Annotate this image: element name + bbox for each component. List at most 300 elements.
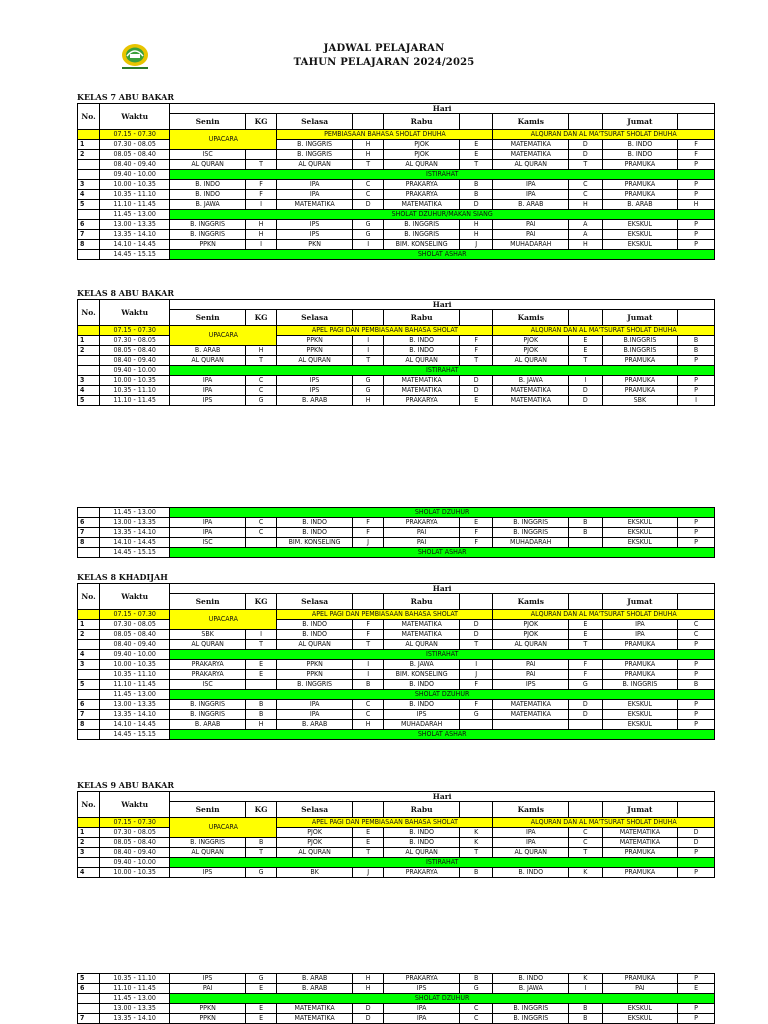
- row-no: [78, 690, 100, 700]
- wednesday-teacher-code: E: [459, 396, 493, 406]
- tuesday-subject: B. INGGRIS: [277, 150, 353, 160]
- friday-teacher-code: P: [678, 1004, 715, 1014]
- thursday-teacher-code: D: [569, 710, 603, 720]
- day-header-row: [78, 114, 715, 130]
- row-time: 14.10 - 14.45: [100, 720, 170, 730]
- opening-thu-fri: ALQURAN DAN AL MA'TSURAT SHOLAT DHUHA: [493, 130, 715, 140]
- row-time: 11.45 - 13.00: [100, 210, 170, 220]
- tuesday-teacher-code: H: [352, 140, 383, 150]
- monday-subject: AL QURAN: [170, 640, 246, 650]
- thursday-subject: IPA: [493, 828, 569, 838]
- friday-subject: B.INGGRIS: [602, 346, 678, 356]
- opening-monday: UPACARA: [170, 326, 277, 346]
- tuesday-subject: AL QURAN: [277, 640, 353, 650]
- wednesday-subject: AL QURAN: [384, 640, 460, 650]
- monday-teacher-code: E: [245, 1004, 276, 1014]
- tuesday-subject: IPA: [277, 190, 353, 200]
- thursday-teacher-code: D: [569, 700, 603, 710]
- header-blank: [459, 114, 493, 130]
- thursday-teacher-code: K: [569, 868, 603, 878]
- row-time: 09.40 - 10.00: [100, 650, 170, 660]
- row-time: 11.45 - 13.00: [100, 994, 170, 1004]
- monday-subject: PRAKARYA: [170, 660, 246, 670]
- friday-subject: EKSKUL: [602, 538, 678, 548]
- lesson-row: [78, 356, 715, 366]
- tuesday-teacher-code: H: [352, 984, 383, 994]
- friday-subject: PRAMUKA: [602, 190, 678, 200]
- row-time: 14.45 - 15.15: [100, 250, 170, 260]
- row-time: 11.10 - 11.45: [100, 680, 170, 690]
- wednesday-subject: AL QURAN: [384, 848, 460, 858]
- header-hari: Hari: [170, 104, 715, 114]
- class-schedule: [77, 287, 715, 406]
- monday-subject: IPS: [170, 396, 246, 406]
- thursday-subject: MUHADARAH: [493, 538, 569, 548]
- wednesday-teacher-code: T: [459, 160, 493, 170]
- row-no: 5: [78, 680, 100, 690]
- wednesday-teacher-code: H: [459, 230, 493, 240]
- thursday-teacher-code: C: [569, 180, 603, 190]
- wednesday-teacher-code: B: [459, 974, 493, 984]
- header-kg: KG: [245, 310, 276, 326]
- row-no: 8: [78, 538, 100, 548]
- header-blank: [352, 802, 383, 818]
- lesson-row: [78, 720, 715, 730]
- friday-subject: PRAMUKA: [602, 868, 678, 878]
- thursday-subject: MATEMATIKA: [493, 150, 569, 160]
- lesson-row: [78, 376, 715, 386]
- tuesday-teacher-code: H: [352, 150, 383, 160]
- tuesday-teacher-code: F: [352, 528, 383, 538]
- friday-subject: PRAMUKA: [602, 376, 678, 386]
- wednesday-teacher-code: J: [459, 670, 493, 680]
- wednesday-teacher-code: F: [459, 700, 493, 710]
- thursday-subject: B. INGGRIS: [493, 528, 569, 538]
- friday-teacher-code: P: [678, 640, 715, 650]
- header-kg: KG: [245, 114, 276, 130]
- tuesday-subject: PJOK: [277, 838, 353, 848]
- class-schedule: [77, 779, 715, 878]
- monday-teacher-code: I: [245, 630, 276, 640]
- wednesday-subject: PJOK: [384, 140, 460, 150]
- monday-teacher-code: E: [245, 670, 276, 680]
- row-time: 10.35 - 11.10: [100, 190, 170, 200]
- monday-subject: ISC: [170, 538, 246, 548]
- tuesday-subject: B. INDO: [277, 528, 353, 538]
- friday-teacher-code: P: [678, 700, 715, 710]
- tuesday-teacher-code: E: [352, 828, 383, 838]
- tuesday-teacher-code: I: [352, 240, 383, 250]
- header-no: No.: [78, 300, 100, 326]
- row-no: 3: [78, 376, 100, 386]
- thursday-subject: B. JAWA: [493, 984, 569, 994]
- friday-subject: EKSKUL: [602, 720, 678, 730]
- tuesday-teacher-code: B: [352, 680, 383, 690]
- thursday-subject: MATEMATIKA: [493, 396, 569, 406]
- row-no: [78, 508, 100, 518]
- break-row: [78, 170, 715, 180]
- thursday-subject: IPA: [493, 180, 569, 190]
- thursday-teacher-code: B: [568, 528, 602, 538]
- wednesday-teacher-code: G: [459, 984, 493, 994]
- row-no: 3: [78, 848, 100, 858]
- friday-subject: EKSKUL: [602, 220, 678, 230]
- opening-tue-wed: APEL PAGI DAN PEMBIASAAN BAHASA SHOLAT: [277, 818, 493, 828]
- row-time: 10.35 - 11.10: [100, 974, 170, 984]
- break-row: [78, 994, 715, 1004]
- timetable: [77, 973, 715, 1024]
- header-jumat: Jumat: [602, 802, 678, 818]
- thursday-teacher-code: E: [569, 336, 603, 346]
- day-header-row: [78, 594, 715, 610]
- row-no: 7: [78, 528, 100, 538]
- header-blank: [678, 594, 715, 610]
- wednesday-teacher-code: B: [459, 190, 493, 200]
- lesson-row: [78, 700, 715, 710]
- wednesday-teacher-code: C: [459, 1014, 493, 1024]
- wednesday-subject: AL QURAN: [384, 356, 460, 366]
- row-time: 10.35 - 11.10: [100, 670, 170, 680]
- friday-teacher-code: P: [678, 974, 715, 984]
- header-waktu: Waktu: [100, 104, 170, 130]
- header-row: [78, 104, 715, 114]
- opening-thu-fri: ALQURAN DAN AL MA'TSURAT SHOLAT DHUHA: [493, 818, 715, 828]
- tuesday-teacher-code: F: [352, 518, 383, 528]
- break-label: SHOLAT DZUHUR: [170, 690, 715, 700]
- tuesday-subject: MATEMATIKA: [277, 1004, 353, 1014]
- tuesday-subject: BIM. KONSELING: [277, 538, 353, 548]
- break-label: ISTIRAHAT: [170, 858, 715, 868]
- tuesday-teacher-code: F: [352, 630, 383, 640]
- tuesday-teacher-code: H: [352, 720, 383, 730]
- wednesday-subject: PAI: [384, 538, 460, 548]
- header-hari: Hari: [170, 584, 715, 594]
- friday-subject: PRAMUKA: [602, 640, 678, 650]
- monday-subject: AL QURAN: [170, 848, 246, 858]
- header-blank: [569, 802, 603, 818]
- header-jumat: Jumat: [602, 594, 678, 610]
- monday-subject: ISC: [170, 680, 246, 690]
- break-row: [78, 366, 715, 376]
- tuesday-teacher-code: H: [352, 974, 383, 984]
- break-row: [78, 210, 715, 220]
- tuesday-teacher-code: H: [352, 396, 383, 406]
- monday-teacher-code: E: [245, 1014, 276, 1024]
- lesson-row: [78, 640, 715, 650]
- thursday-teacher-code: E: [569, 620, 603, 630]
- monday-subject: B. INGGRIS: [170, 710, 246, 720]
- thursday-subject: B. INGGRIS: [493, 1014, 569, 1024]
- monday-teacher-code: G: [245, 974, 276, 984]
- wednesday-teacher-code: D: [459, 376, 493, 386]
- thursday-subject: AL QURAN: [493, 640, 569, 650]
- row-time: 08.05 - 08.40: [100, 630, 170, 640]
- monday-teacher-code: [245, 680, 276, 690]
- header-rabu: Rabu: [384, 594, 460, 610]
- friday-teacher-code: B: [678, 346, 715, 356]
- monday-subject: PAI: [170, 984, 246, 994]
- lesson-row: [78, 538, 715, 548]
- thursday-teacher-code: A: [569, 230, 603, 240]
- lesson-row: [78, 848, 715, 858]
- row-no: [78, 670, 100, 680]
- wednesday-subject: MATEMATIKA: [384, 200, 460, 210]
- row-time: 13.35 - 14.10: [100, 528, 170, 538]
- wednesday-teacher-code: F: [459, 538, 493, 548]
- wednesday-teacher-code: [459, 720, 493, 730]
- tuesday-teacher-code: G: [352, 230, 383, 240]
- thursday-teacher-code: F: [569, 660, 603, 670]
- opening-row: [78, 326, 715, 336]
- monday-subject: B. INGGRIS: [170, 220, 246, 230]
- thursday-teacher-code: G: [569, 680, 603, 690]
- monday-teacher-code: T: [245, 160, 276, 170]
- break-label: ISTIRAHAT: [170, 170, 715, 180]
- tuesday-teacher-code: D: [352, 1014, 383, 1024]
- friday-teacher-code: P: [678, 670, 715, 680]
- wednesday-subject: PRAKARYA: [384, 190, 460, 200]
- friday-subject: EKSKUL: [602, 700, 678, 710]
- row-time: 07.30 - 08.05: [100, 140, 170, 150]
- row-no: [78, 366, 100, 376]
- tuesday-subject: IPA: [277, 700, 353, 710]
- row-no: 7: [78, 1014, 100, 1024]
- wednesday-subject: PRAKARYA: [384, 974, 460, 984]
- header-kg: KG: [245, 802, 276, 818]
- thursday-subject: B. JAWA: [493, 376, 569, 386]
- thursday-subject: IPS: [493, 680, 569, 690]
- wednesday-teacher-code: F: [459, 680, 493, 690]
- opening-monday: UPACARA: [170, 130, 277, 150]
- header-blank: [678, 310, 715, 326]
- lesson-row: [78, 630, 715, 640]
- wednesday-subject: IPS: [384, 710, 460, 720]
- monday-teacher-code: H: [245, 230, 276, 240]
- wednesday-teacher-code: T: [459, 356, 493, 366]
- tuesday-teacher-code: T: [352, 848, 383, 858]
- document-title: JADWAL PELAJARAN: [323, 43, 445, 54]
- row-no: 6: [78, 518, 100, 528]
- row-no: 4: [78, 190, 100, 200]
- row-time: 13.00 - 13.35: [100, 700, 170, 710]
- wednesday-teacher-code: D: [459, 386, 493, 396]
- row-no: [78, 170, 100, 180]
- tuesday-subject: AL QURAN: [277, 848, 353, 858]
- row-time: 14.10 - 14.45: [100, 538, 170, 548]
- lesson-row: [78, 1014, 715, 1024]
- friday-teacher-code: P: [678, 240, 715, 250]
- friday-teacher-code: B: [678, 336, 715, 346]
- friday-teacher-code: P: [678, 528, 715, 538]
- lesson-row: [78, 680, 715, 690]
- header-no: No.: [78, 584, 100, 610]
- monday-teacher-code: I: [245, 240, 276, 250]
- timetable: [77, 299, 715, 406]
- wednesday-subject: B. INGGRIS: [384, 220, 460, 230]
- friday-subject: B. INGGRIS: [602, 680, 678, 690]
- timetable: [77, 583, 715, 740]
- tuesday-teacher-code: T: [352, 640, 383, 650]
- friday-subject: EKSKUL: [602, 710, 678, 720]
- friday-teacher-code: H: [678, 200, 715, 210]
- lesson-row: [78, 230, 715, 240]
- wednesday-teacher-code: D: [459, 620, 493, 630]
- break-row: [78, 650, 715, 660]
- header-kamis: Kamis: [493, 594, 569, 610]
- tuesday-subject: B. ARAB: [277, 974, 353, 984]
- row-time: 13.35 - 14.10: [100, 1014, 170, 1024]
- lesson-row: [78, 838, 715, 848]
- row-time: 14.45 - 15.15: [100, 730, 170, 740]
- row-no: [78, 160, 100, 170]
- class-name: KELAS 9 ABU BAKAR: [77, 780, 174, 790]
- thursday-teacher-code: B: [569, 1004, 603, 1014]
- wednesday-subject: B. INGGRIS: [384, 230, 460, 240]
- wednesday-subject: B. JAWA: [384, 660, 460, 670]
- thursday-teacher-code: H: [569, 200, 603, 210]
- monday-teacher-code: G: [245, 396, 276, 406]
- class-schedule: [77, 571, 715, 740]
- monday-subject: PRAKARYA: [170, 670, 246, 680]
- row-no: 1: [78, 336, 100, 346]
- wednesday-teacher-code: E: [459, 518, 493, 528]
- friday-teacher-code: P: [678, 356, 715, 366]
- row-time: 07.30 - 08.05: [100, 620, 170, 630]
- monday-teacher-code: C: [245, 528, 276, 538]
- thursday-subject: PAI: [493, 670, 569, 680]
- tuesday-teacher-code: J: [352, 538, 383, 548]
- tuesday-subject: AL QURAN: [277, 356, 353, 366]
- header-selasa: Selasa: [277, 114, 353, 130]
- row-time: 08.40 - 09.40: [100, 640, 170, 650]
- thursday-subject: PAI: [493, 220, 569, 230]
- class-schedule: [77, 507, 715, 558]
- break-label: ISTIRAHAT: [170, 366, 715, 376]
- row-no: 6: [78, 700, 100, 710]
- thursday-teacher-code: B: [569, 1014, 603, 1024]
- row-no: [78, 210, 100, 220]
- document-subtitle: TAHUN PELAJARAN 2024/2025: [293, 57, 475, 68]
- wednesday-subject: B. INDO: [384, 346, 460, 356]
- friday-subject: PRAMUKA: [602, 386, 678, 396]
- monday-subject: PPKN: [170, 1004, 246, 1014]
- opening-tue-wed: APEL PAGI DAN PEMBIASAAN BAHASA SHOLAT: [277, 326, 493, 336]
- header-waktu: Waktu: [100, 792, 170, 818]
- row-time: 13.00 - 13.35: [100, 518, 170, 528]
- tuesday-subject: PPKN: [277, 660, 353, 670]
- row-time: 14.45 - 15.15: [100, 548, 170, 558]
- friday-subject: SBK: [602, 396, 678, 406]
- thursday-teacher-code: D: [569, 386, 603, 396]
- row-time: 08.40 - 09.40: [100, 848, 170, 858]
- wednesday-teacher-code: C: [459, 1004, 493, 1014]
- monday-teacher-code: C: [245, 386, 276, 396]
- header-blank: [459, 310, 493, 326]
- row-time: 08.05 - 08.40: [100, 150, 170, 160]
- friday-teacher-code: B: [678, 680, 715, 690]
- timetable: [77, 103, 715, 260]
- friday-teacher-code: P: [678, 868, 715, 878]
- friday-subject: PRAMUKA: [602, 670, 678, 680]
- lesson-row: [78, 240, 715, 250]
- thursday-teacher-code: K: [569, 974, 603, 984]
- thursday-subject: B. INGGRIS: [493, 518, 569, 528]
- thursday-subject: MATEMATIKA: [493, 700, 569, 710]
- header-blank: [459, 594, 493, 610]
- tuesday-teacher-code: C: [352, 710, 383, 720]
- monday-subject: IPS: [170, 868, 246, 878]
- monday-teacher-code: E: [245, 660, 276, 670]
- header-row: [78, 584, 715, 594]
- thursday-teacher-code: E: [569, 346, 603, 356]
- thursday-subject: AL QURAN: [493, 160, 569, 170]
- monday-teacher-code: B: [245, 838, 276, 848]
- row-no: 5: [78, 200, 100, 210]
- header-jumat: Jumat: [602, 310, 678, 326]
- opening-row: [78, 818, 715, 828]
- row-no: 1: [78, 828, 100, 838]
- tuesday-teacher-code: C: [352, 180, 383, 190]
- thursday-teacher-code: F: [569, 670, 603, 680]
- tuesday-subject: IPS: [277, 376, 353, 386]
- monday-subject: IPA: [170, 386, 246, 396]
- header-kamis: Kamis: [493, 114, 569, 130]
- lesson-row: [78, 710, 715, 720]
- tuesday-subject: MATEMATIKA: [277, 200, 353, 210]
- tuesday-teacher-code: D: [352, 1004, 383, 1014]
- wednesday-subject: PRAKARYA: [384, 180, 460, 190]
- thursday-teacher-code: D: [569, 396, 603, 406]
- wednesday-teacher-code: F: [459, 528, 493, 538]
- friday-teacher-code: P: [678, 710, 715, 720]
- tuesday-teacher-code: D: [352, 200, 383, 210]
- wednesday-teacher-code: E: [459, 140, 493, 150]
- header-blank: [352, 594, 383, 610]
- monday-subject: SBK: [170, 630, 246, 640]
- thursday-teacher-code: [569, 720, 603, 730]
- lesson-row: [78, 528, 715, 538]
- row-time: 10.00 - 10.35: [100, 180, 170, 190]
- friday-teacher-code: C: [678, 620, 715, 630]
- friday-subject: PRAMUKA: [602, 180, 678, 190]
- class-schedule: [77, 91, 715, 260]
- header-kg: KG: [245, 594, 276, 610]
- row-no: [78, 326, 100, 336]
- tuesday-subject: B. INGGRIS: [277, 140, 353, 150]
- tuesday-subject: B. INDO: [277, 620, 353, 630]
- thursday-teacher-code: H: [569, 240, 603, 250]
- friday-teacher-code: F: [678, 150, 715, 160]
- opening-tue-wed: PEMBIASAAN BAHASA SHOLAT DHUHA: [277, 130, 493, 140]
- friday-subject: B. ARAB: [602, 200, 678, 210]
- header-senin: Senin: [170, 310, 246, 326]
- monday-subject: PPKN: [170, 1014, 246, 1024]
- monday-teacher-code: T: [245, 356, 276, 366]
- monday-teacher-code: I: [245, 200, 276, 210]
- row-time: 11.45 - 13.00: [100, 508, 170, 518]
- tuesday-subject: B. INDO: [277, 518, 353, 528]
- header-waktu: Waktu: [100, 300, 170, 326]
- monday-teacher-code: T: [245, 640, 276, 650]
- row-time: 14.10 - 14.45: [100, 240, 170, 250]
- class-schedule: [77, 973, 715, 1024]
- row-no: 3: [78, 180, 100, 190]
- monday-teacher-code: B: [245, 700, 276, 710]
- monday-subject: IPS: [170, 974, 246, 984]
- wednesday-subject: PJOK: [384, 150, 460, 160]
- wednesday-teacher-code: F: [459, 336, 493, 346]
- thursday-teacher-code: T: [569, 640, 603, 650]
